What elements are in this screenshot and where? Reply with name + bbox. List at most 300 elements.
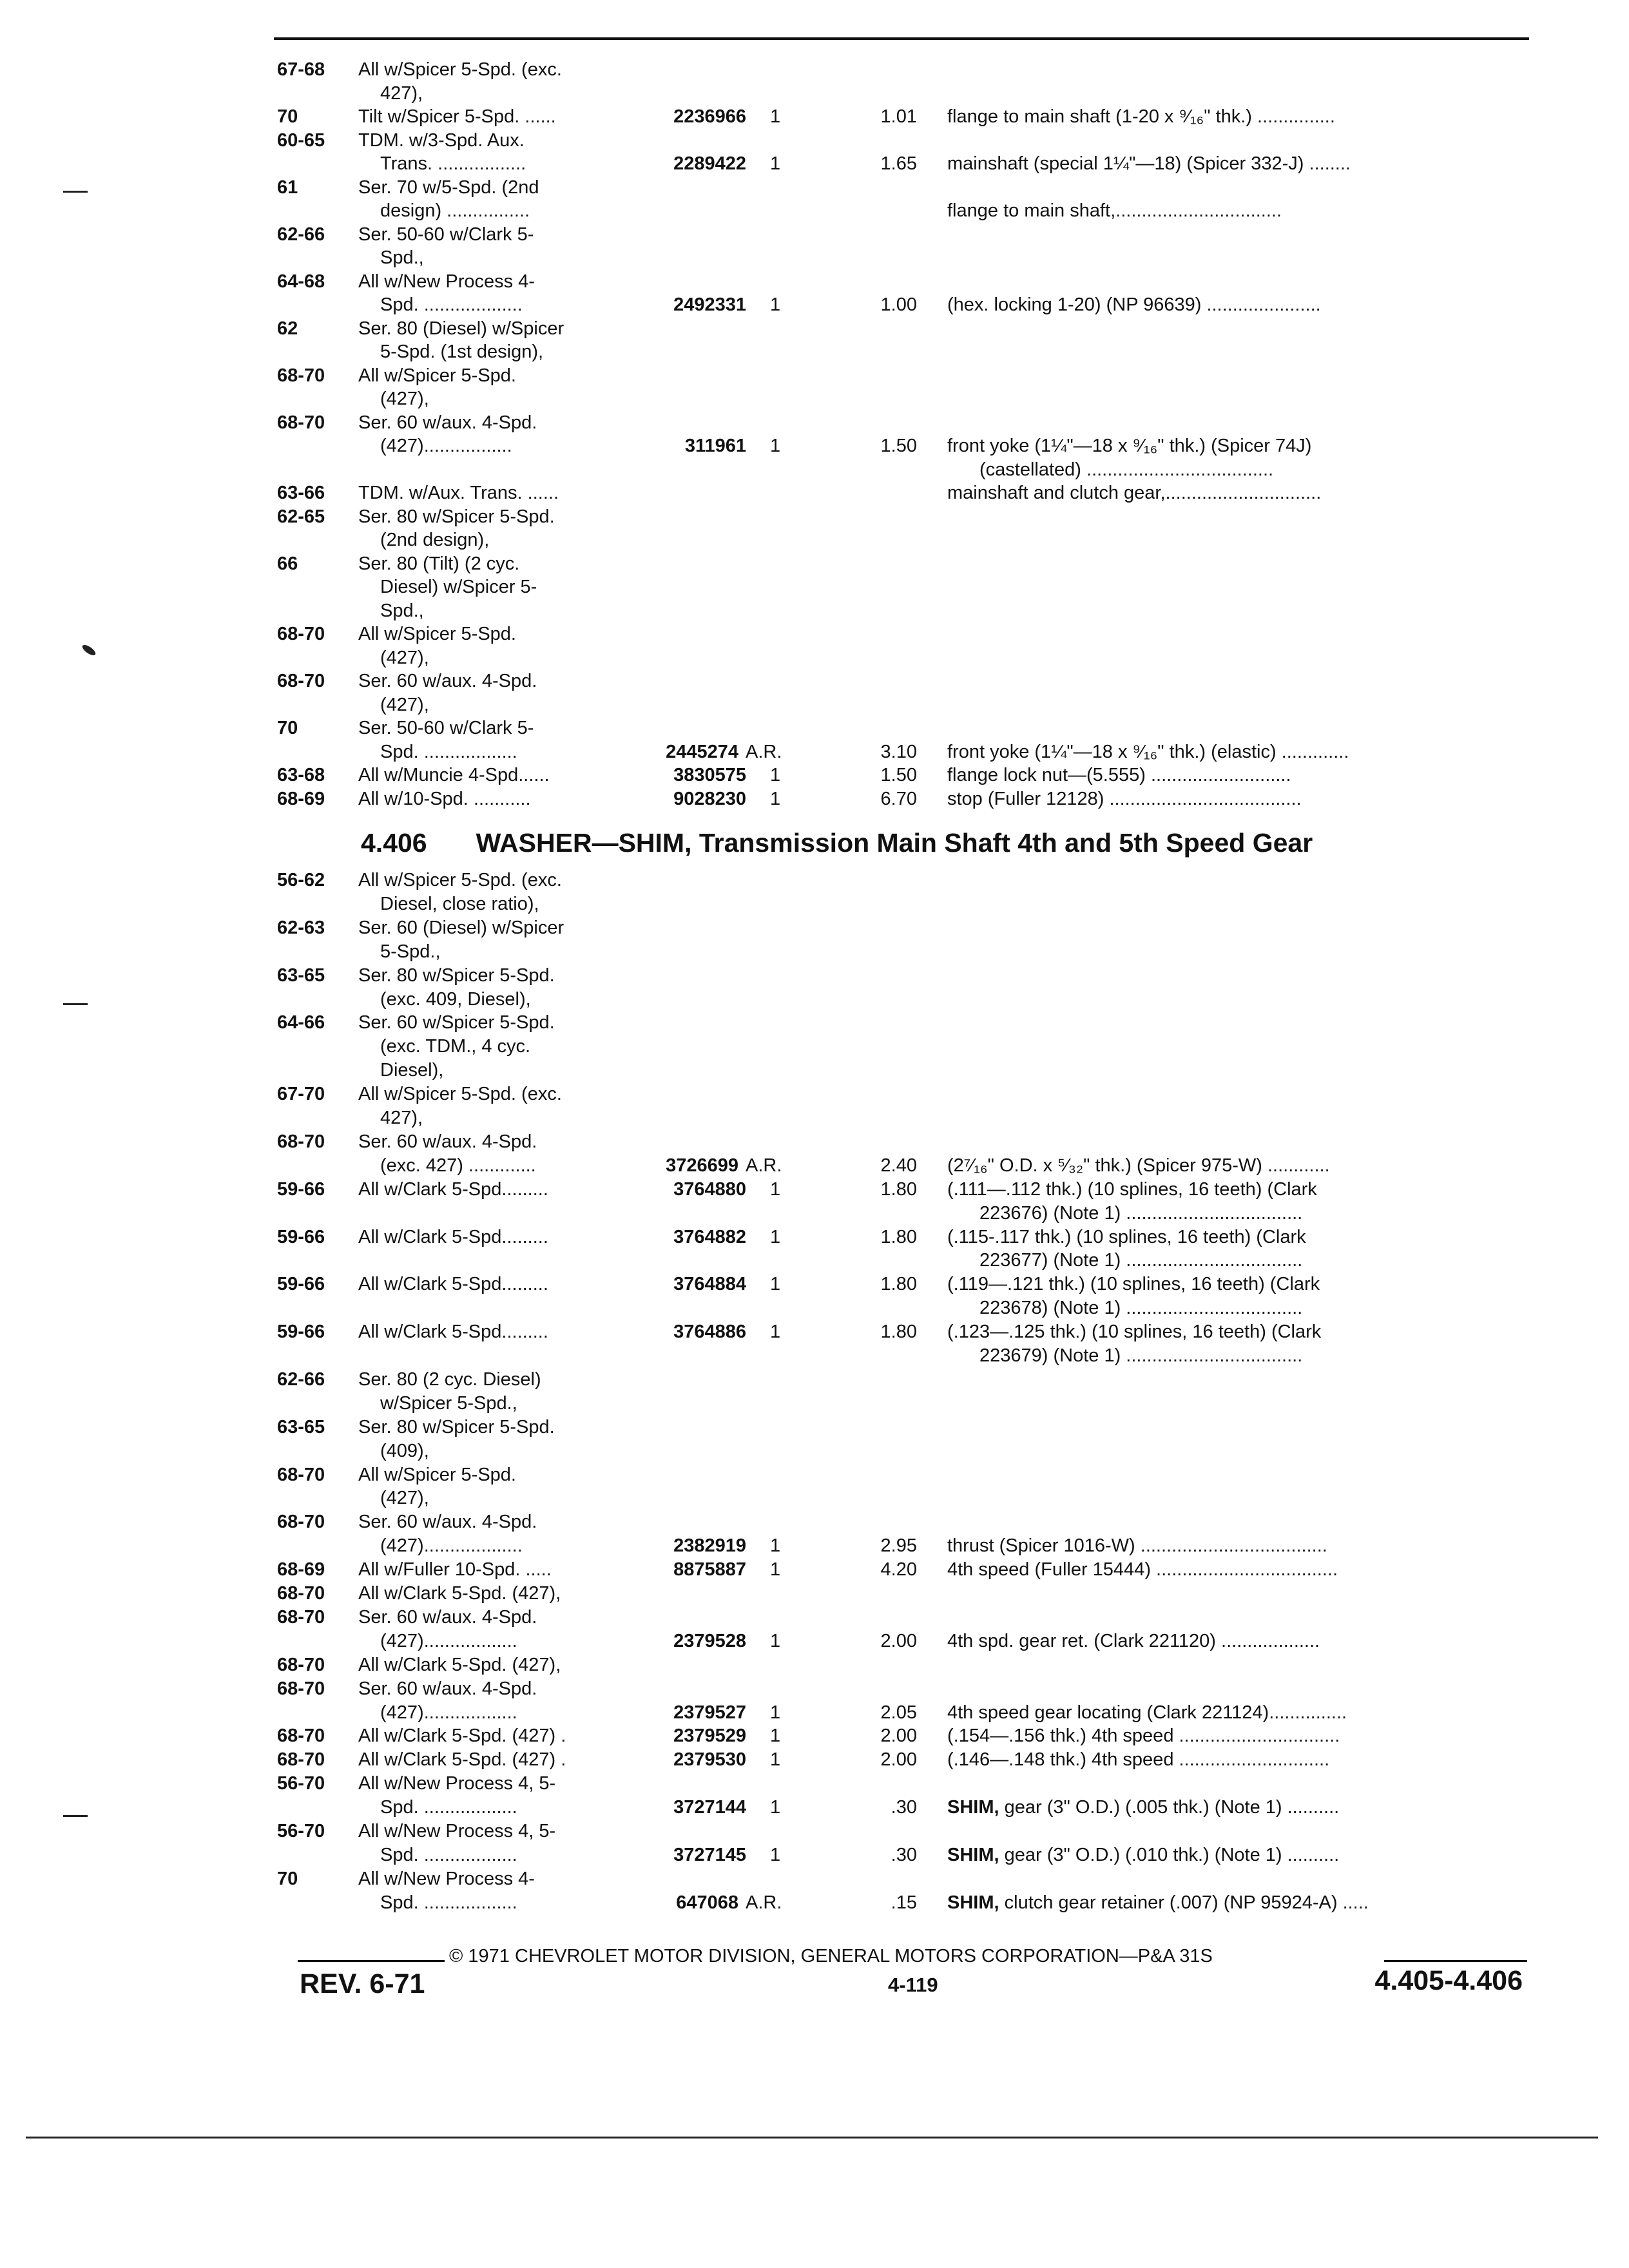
model-years: 68-70 — [277, 365, 325, 386]
application-description: Ser. 70 w/5-Spd. (2nd — [358, 177, 539, 198]
model-years: 63-68 — [277, 765, 325, 785]
table-row — [0, 129, 1629, 152]
footer-rule-left — [298, 1960, 445, 1962]
table-row — [0, 552, 1629, 575]
table-row — [0, 916, 1629, 939]
table-row — [0, 622, 1629, 646]
application-description: All w/Spicer 5-Spd. (exc. — [358, 59, 562, 80]
quantity: 1 — [770, 1178, 781, 1200]
part-detail — [947, 1748, 1329, 1771]
application-description: (427).................. — [380, 1702, 517, 1723]
table-row — [0, 246, 1629, 269]
quantity: 1 — [770, 436, 781, 456]
table-row — [0, 387, 1629, 410]
part-detail — [947, 152, 1351, 175]
quantity: 1 — [770, 1702, 781, 1723]
application-description: (exc. TDM., 4 cyc. — [380, 1036, 531, 1057]
quantity: 1 — [770, 1321, 781, 1343]
part-number: 3830575 — [673, 765, 746, 785]
part-detail-text: (castellated) .................................... — [979, 459, 1274, 480]
application-description: All w/Muncie 4-Spd...... — [358, 765, 550, 785]
quantity: A.R. — [746, 741, 782, 762]
punch-mark — [63, 1003, 88, 1005]
part-detail-text: gear (3" O.D.) (.010 thk.) (Note 1) .......... — [999, 1844, 1340, 1865]
list-price: 1.50 — [880, 765, 917, 785]
punch-mark — [63, 1815, 88, 1817]
punch-mark — [63, 191, 88, 193]
part-detail — [947, 481, 1321, 505]
part-detail-text: thrust (Spicer 1016-W) .................................... — [947, 1535, 1327, 1557]
list-price: 1.65 — [880, 153, 917, 174]
top-rule — [274, 37, 1529, 40]
list-price: 2.05 — [880, 1702, 917, 1723]
table-row — [0, 340, 1629, 363]
model-years: 68-70 — [277, 1464, 325, 1485]
table-row — [0, 646, 1629, 669]
page-number: 4-119 — [888, 1974, 938, 1996]
part-detail — [947, 1154, 1330, 1177]
table-row — [0, 940, 1629, 963]
quantity: 1 — [770, 1725, 781, 1747]
application-description: Ser. 50-60 w/Clark 5- — [358, 718, 534, 738]
part-detail-text: 223677) (Note 1) .................................. — [979, 1250, 1303, 1271]
part-detail-text: (.154—.156 thk.) 4th speed ............................... — [947, 1725, 1340, 1747]
list-price: 1.00 — [880, 294, 917, 315]
model-years: 64-66 — [277, 1012, 325, 1033]
table-row — [0, 1273, 1629, 1296]
application-description: Spd., — [380, 247, 424, 268]
part-detail-text: gear (3" O.D.) (.005 thk.) (Note 1) .......... — [999, 1797, 1340, 1818]
table-row — [0, 1701, 1629, 1724]
part-detail — [979, 1249, 1302, 1272]
application-description: All w/Spicer 5-Spd. — [358, 624, 516, 644]
application-description: Spd. .................. — [380, 1844, 517, 1865]
table-row — [0, 1249, 1629, 1272]
section-title: WASHER—SHIM, Transmission Main Shaft 4th and 5th Speed Gear — [476, 828, 1313, 858]
part-detail — [947, 787, 1302, 811]
application-description: Spd. .................. — [380, 1797, 517, 1818]
application-description: All w/New Process 4- — [358, 271, 535, 292]
section-heading — [361, 828, 1313, 858]
application-description: Diesel) w/Spicer 5- — [380, 577, 537, 597]
table-row — [0, 1677, 1629, 1700]
part-detail-text: mainshaft and clutch gear,.............................. — [947, 483, 1322, 503]
list-price: .30 — [891, 1797, 917, 1818]
quantity: 1 — [770, 1749, 781, 1771]
quantity: A.R. — [746, 1155, 782, 1176]
application-description: Ser. 60 w/aux. 4-Spd. — [358, 1512, 537, 1533]
part-detail-text: (.119—.121 thk.) (10 splines, 16 teeth) (Clark — [947, 1274, 1320, 1295]
part-detail-text: (.115-.117 thk.) (10 splines, 16 teeth) (Clark — [947, 1226, 1306, 1247]
application-description: (427), — [380, 647, 429, 668]
application-description: 427), — [380, 1108, 423, 1128]
application-description: All w/10-Spd. ........... — [358, 788, 531, 809]
application-description: Ser. 80 (Tilt) (2 cyc. — [358, 553, 520, 574]
model-years: 59-66 — [277, 1274, 325, 1295]
model-years: 61 — [277, 177, 298, 198]
table-row — [0, 1724, 1629, 1747]
part-detail-text: (.146—.148 thk.) 4th speed ............................. — [947, 1749, 1330, 1771]
table-row — [0, 82, 1629, 105]
model-years: 62-65 — [277, 506, 325, 527]
table-row — [0, 964, 1629, 987]
part-detail — [979, 1296, 1302, 1320]
part-detail-text: 223679) (Note 1) .................................. — [979, 1345, 1303, 1366]
part-detail — [947, 105, 1335, 128]
list-price: .30 — [891, 1844, 917, 1865]
table-row — [0, 1653, 1629, 1677]
application-description: w/Spicer 5-Spd., — [380, 1392, 517, 1414]
table-row — [0, 787, 1629, 811]
application-description: All w/New Process 4- — [358, 1868, 535, 1889]
footer-copyright: © 1971 CHEVROLET MOTOR DIVISION, GENERAL MOTORS CORPORATION—P&A 31S — [449, 1946, 1213, 1966]
part-detail — [947, 293, 1321, 316]
application-description: (2nd design), — [380, 530, 490, 550]
model-years: 70 — [277, 1868, 298, 1889]
part-detail — [947, 1891, 1369, 1914]
part-detail-text: flange to main shaft (1-20 x ⁹⁄₁₆" thk.) ............... — [947, 106, 1335, 127]
part-name: SHIM, — [947, 1797, 999, 1818]
footer-rule-right — [1384, 1960, 1527, 1962]
table-row — [0, 1796, 1629, 1819]
model-years: 56-70 — [277, 1773, 325, 1794]
part-detail — [947, 1558, 1338, 1581]
model-years: 68-70 — [277, 1678, 325, 1699]
application-description: All w/Spicer 5-Spd. — [358, 365, 516, 386]
model-years: 68-70 — [277, 1749, 325, 1771]
part-detail — [947, 1225, 1306, 1249]
table-row — [0, 869, 1629, 892]
table-row — [0, 693, 1629, 716]
section-number: 4.406 — [361, 828, 427, 858]
application-description: Ser. 60 w/aux. 4-Spd. — [358, 1678, 537, 1699]
part-number: 3764886 — [673, 1321, 746, 1343]
list-price: 2.40 — [880, 1155, 917, 1176]
application-description: 5-Spd. (1st design), — [380, 341, 544, 362]
application-description: All w/Spicer 5-Spd. (exc. — [358, 870, 562, 890]
application-description: Spd. ................... — [380, 294, 523, 315]
section-range: 4.405-4.406 — [1374, 1965, 1523, 1996]
part-detail — [947, 1534, 1327, 1557]
table-row — [0, 764, 1629, 787]
part-number: 3726699 — [666, 1155, 738, 1176]
table-row — [0, 58, 1629, 81]
part-detail — [979, 1202, 1302, 1225]
application-description: All w/Spicer 5-Spd. (exc. — [358, 1084, 562, 1105]
model-years: 67-70 — [277, 1084, 325, 1105]
model-years: 56-70 — [277, 1821, 325, 1841]
application-description: All w/Clark 5-Spd. (427) . — [358, 1725, 566, 1747]
part-detail-text: flange lock nut—(5.555) ........................... — [947, 765, 1291, 785]
part-detail-text: 4th speed (Fuller 15444) ................................... — [947, 1559, 1338, 1581]
table-row — [0, 1320, 1629, 1343]
application-description: Ser. 60 (Diesel) w/Spicer — [358, 917, 564, 938]
list-price: .15 — [891, 1892, 917, 1913]
application-description: Ser. 80 (Diesel) w/Spicer — [358, 318, 564, 339]
application-description: Ser. 80 (2 cyc. Diesel) — [358, 1369, 541, 1390]
model-years: 56-62 — [277, 870, 325, 890]
list-price: 1.80 — [880, 1226, 917, 1247]
part-detail — [947, 1796, 1339, 1819]
part-name: SHIM, — [947, 1844, 999, 1865]
quantity: 1 — [770, 788, 781, 809]
part-number: 2236966 — [673, 106, 746, 127]
table-row — [0, 740, 1629, 764]
quantity: 1 — [770, 1797, 781, 1818]
model-years: 68-70 — [277, 671, 325, 691]
application-description: (427), — [380, 694, 429, 715]
table-row — [0, 1416, 1629, 1439]
revision-date: REV. 6-71 — [300, 1968, 425, 1999]
table-row — [0, 176, 1629, 199]
model-years: 62 — [277, 318, 298, 339]
part-detail-text: 223676) (Note 1) .................................. — [979, 1202, 1303, 1224]
quantity: 1 — [770, 1226, 781, 1247]
part-number: 2379528 — [673, 1630, 746, 1651]
model-years: 59-66 — [277, 1226, 325, 1247]
part-detail-text: stop (Fuller 12128) ..................................... — [947, 788, 1302, 809]
application-description: (409), — [380, 1440, 429, 1461]
table-row — [0, 1510, 1629, 1533]
table-row — [0, 1178, 1629, 1201]
table-row — [0, 669, 1629, 693]
model-years: 67-68 — [277, 59, 325, 80]
part-detail-text: (.111—.112 thk.) (10 splines, 16 teeth) (Clark — [947, 1178, 1317, 1200]
application-description: Diesel, close ratio), — [380, 893, 539, 914]
model-years: 62-63 — [277, 917, 325, 938]
application-description: Diesel), — [380, 1060, 444, 1081]
table-row — [0, 1867, 1629, 1890]
table-row — [0, 1439, 1629, 1463]
application-description: All w/Clark 5-Spd......... — [358, 1226, 548, 1247]
part-detail — [947, 434, 1311, 457]
part-number: 2492331 — [673, 294, 746, 315]
application-description: (427), — [380, 389, 429, 409]
part-number: 647068 — [676, 1892, 738, 1913]
part-number: 2379527 — [673, 1702, 746, 1723]
part-number: 3764884 — [673, 1274, 746, 1295]
application-description: All w/Clark 5-Spd......... — [358, 1178, 548, 1200]
table-row — [0, 364, 1629, 387]
application-description: Ser. 50-60 w/Clark 5- — [358, 224, 534, 245]
list-price: 1.80 — [880, 1178, 917, 1200]
part-number: 9028230 — [673, 788, 746, 809]
table-row — [0, 223, 1629, 246]
table-row — [0, 458, 1629, 481]
model-years: 63-65 — [277, 1416, 325, 1437]
table-row — [0, 152, 1629, 175]
part-detail — [947, 1178, 1317, 1201]
model-years: 68-69 — [277, 788, 325, 809]
table-row — [0, 988, 1629, 1011]
model-years: 63-65 — [277, 965, 325, 986]
application-description: design) ................ — [380, 200, 530, 221]
table-row — [0, 1748, 1629, 1771]
part-detail — [947, 1273, 1320, 1296]
part-number: 3727145 — [673, 1844, 746, 1865]
part-number: 2445274 — [666, 741, 738, 762]
table-row — [0, 892, 1629, 916]
application-description: (427).................. — [380, 1630, 517, 1651]
table-row — [0, 1225, 1629, 1249]
table-row — [0, 1082, 1629, 1106]
table-row — [0, 1891, 1629, 1914]
application-description: All w/Fuller 10-Spd. ..... — [358, 1559, 552, 1581]
application-description: All w/Clark 5-Spd. (427) . — [358, 1749, 566, 1771]
part-number: 2379529 — [673, 1725, 746, 1747]
application-description: TDM. w/3-Spd. Aux. — [358, 130, 525, 151]
part-detail-text: (.123—.125 thk.) (10 splines, 16 teeth) (Clark — [947, 1321, 1322, 1343]
table-row — [0, 1344, 1629, 1367]
list-price: 1.80 — [880, 1274, 917, 1295]
application-description: (427), — [380, 1488, 429, 1509]
table-row — [0, 575, 1629, 599]
table-row — [0, 199, 1629, 222]
model-years: 63-66 — [277, 483, 325, 503]
part-detail-text: (hex. locking 1-20) (NP 96639) ...................... — [947, 294, 1321, 315]
quantity: 1 — [770, 294, 781, 315]
table-row — [0, 1130, 1629, 1153]
model-years: 68-70 — [277, 1654, 325, 1675]
table-row — [0, 528, 1629, 552]
table-row — [0, 1463, 1629, 1486]
list-price: 1.80 — [880, 1321, 917, 1343]
part-detail — [979, 458, 1273, 481]
application-description: TDM. w/Aux. Trans. ...... — [358, 483, 559, 503]
quantity: 1 — [770, 1274, 781, 1295]
table-row — [0, 1154, 1629, 1177]
part-number: 2289422 — [673, 153, 746, 174]
part-detail — [947, 1701, 1347, 1724]
quantity: 1 — [770, 1559, 781, 1581]
model-years: 59-66 — [277, 1178, 325, 1200]
table-row — [0, 1106, 1629, 1129]
table-row — [0, 716, 1629, 740]
application-description: Trans. ................. — [380, 153, 526, 174]
model-years: 68-69 — [277, 1559, 325, 1581]
model-years: 59-66 — [277, 1321, 325, 1343]
model-years: 70 — [277, 106, 298, 127]
part-detail — [947, 1629, 1320, 1653]
quantity: A.R. — [746, 1892, 782, 1913]
part-detail — [947, 1724, 1340, 1747]
application-description: 5-Spd., — [380, 941, 441, 962]
application-description: Ser. 60 w/aux. 4-Spd. — [358, 1131, 537, 1152]
part-detail-text: 4th speed gear locating (Clark 221124)............... — [947, 1702, 1347, 1723]
quantity: 1 — [770, 765, 781, 785]
table-row — [0, 1059, 1629, 1082]
list-price: 1.01 — [880, 106, 917, 127]
application-description: All w/Clark 5-Spd......... — [358, 1321, 548, 1343]
application-description: All w/Clark 5-Spd. (427), — [358, 1654, 561, 1675]
part-detail-text: clutch gear retainer (.007) (NP 95924-A) ..... — [999, 1892, 1369, 1913]
application-description: (427)................. — [380, 436, 512, 456]
application-description: (exc. 409, Diesel), — [380, 988, 531, 1010]
table-row — [0, 505, 1629, 528]
list-price: 6.70 — [880, 788, 917, 809]
list-price: 3.10 — [880, 741, 917, 762]
application-description: All w/New Process 4, 5- — [358, 1773, 556, 1794]
application-description: All w/Clark 5-Spd......... — [358, 1274, 548, 1295]
table-row — [0, 293, 1629, 316]
list-price: 2.00 — [880, 1749, 917, 1771]
application-description: Ser. 60 w/Spicer 5-Spd. — [358, 1012, 555, 1033]
application-description: (427)................... — [380, 1535, 523, 1557]
table-row — [0, 1296, 1629, 1320]
table-row — [0, 1035, 1629, 1058]
part-detail-text: flange to main shaft,................................ — [947, 200, 1282, 221]
application-description: All w/Spicer 5-Spd. — [358, 1464, 516, 1485]
part-detail — [947, 1843, 1339, 1867]
application-description: Ser. 80 w/Spicer 5-Spd. — [358, 506, 555, 527]
table-row — [0, 411, 1629, 434]
quantity: 1 — [770, 1535, 781, 1557]
list-price: 1.50 — [880, 436, 917, 456]
table-row — [0, 1629, 1629, 1653]
table-row — [0, 1843, 1629, 1867]
part-detail — [979, 1344, 1302, 1367]
bottom-rule — [26, 2137, 1598, 2138]
application-description: All w/Clark 5-Spd. (427), — [358, 1583, 561, 1604]
part-number: 2379530 — [673, 1749, 746, 1771]
part-detail-text: mainshaft (special 1¼"—18) (Spicer 332-J) ........ — [947, 153, 1351, 174]
table-row — [0, 270, 1629, 293]
table-row — [0, 1820, 1629, 1843]
table-row — [0, 481, 1629, 505]
model-years: 70 — [277, 718, 298, 738]
application-description: Spd. .................. — [380, 741, 517, 762]
table-row — [0, 1202, 1629, 1225]
list-price: 4.20 — [880, 1559, 917, 1581]
application-description: Ser. 80 w/Spicer 5-Spd. — [358, 965, 555, 986]
application-description: Spd. .................. — [380, 1892, 517, 1913]
model-years: 66 — [277, 553, 298, 574]
table-row — [0, 1486, 1629, 1510]
part-detail-text: front yoke (1¼"—18 x ⁹⁄₁₆" thk.) (Spicer 74J) — [947, 436, 1312, 456]
model-years: 62-66 — [277, 1369, 325, 1390]
list-price: 2.00 — [880, 1630, 917, 1651]
part-detail-text: 223678) (Note 1) .................................. — [979, 1298, 1303, 1319]
quantity: 1 — [770, 153, 781, 174]
application-description: Ser. 60 w/aux. 4-Spd. — [358, 671, 537, 691]
quantity: 1 — [770, 106, 781, 127]
table-row — [0, 599, 1629, 622]
quantity: 1 — [770, 1630, 781, 1651]
table-row — [0, 317, 1629, 340]
part-number: 3764882 — [673, 1226, 746, 1247]
application-description: Ser. 60 w/aux. 4-Spd. — [358, 412, 537, 433]
part-number: 3727144 — [673, 1797, 746, 1818]
application-description: Spd., — [380, 600, 424, 621]
part-detail — [947, 764, 1291, 787]
part-name: SHIM, — [947, 1892, 999, 1913]
model-years: 68-70 — [277, 1131, 325, 1152]
table-row — [0, 1582, 1629, 1605]
part-number: 3764880 — [673, 1178, 746, 1200]
model-years: 64-68 — [277, 271, 325, 292]
part-number: 2382919 — [673, 1535, 746, 1557]
table-row — [0, 105, 1629, 128]
part-detail — [947, 740, 1349, 764]
model-years: 60-65 — [277, 130, 325, 151]
part-detail-text: 4th spd. gear ret. (Clark 221120) ................... — [947, 1630, 1320, 1651]
list-price: 2.95 — [880, 1535, 917, 1557]
table-row — [0, 1368, 1629, 1391]
part-detail — [947, 199, 1282, 222]
table-row — [0, 1606, 1629, 1629]
table-row — [0, 1392, 1629, 1415]
application-description: Tilt w/Spicer 5-Spd. ...... — [358, 106, 556, 127]
